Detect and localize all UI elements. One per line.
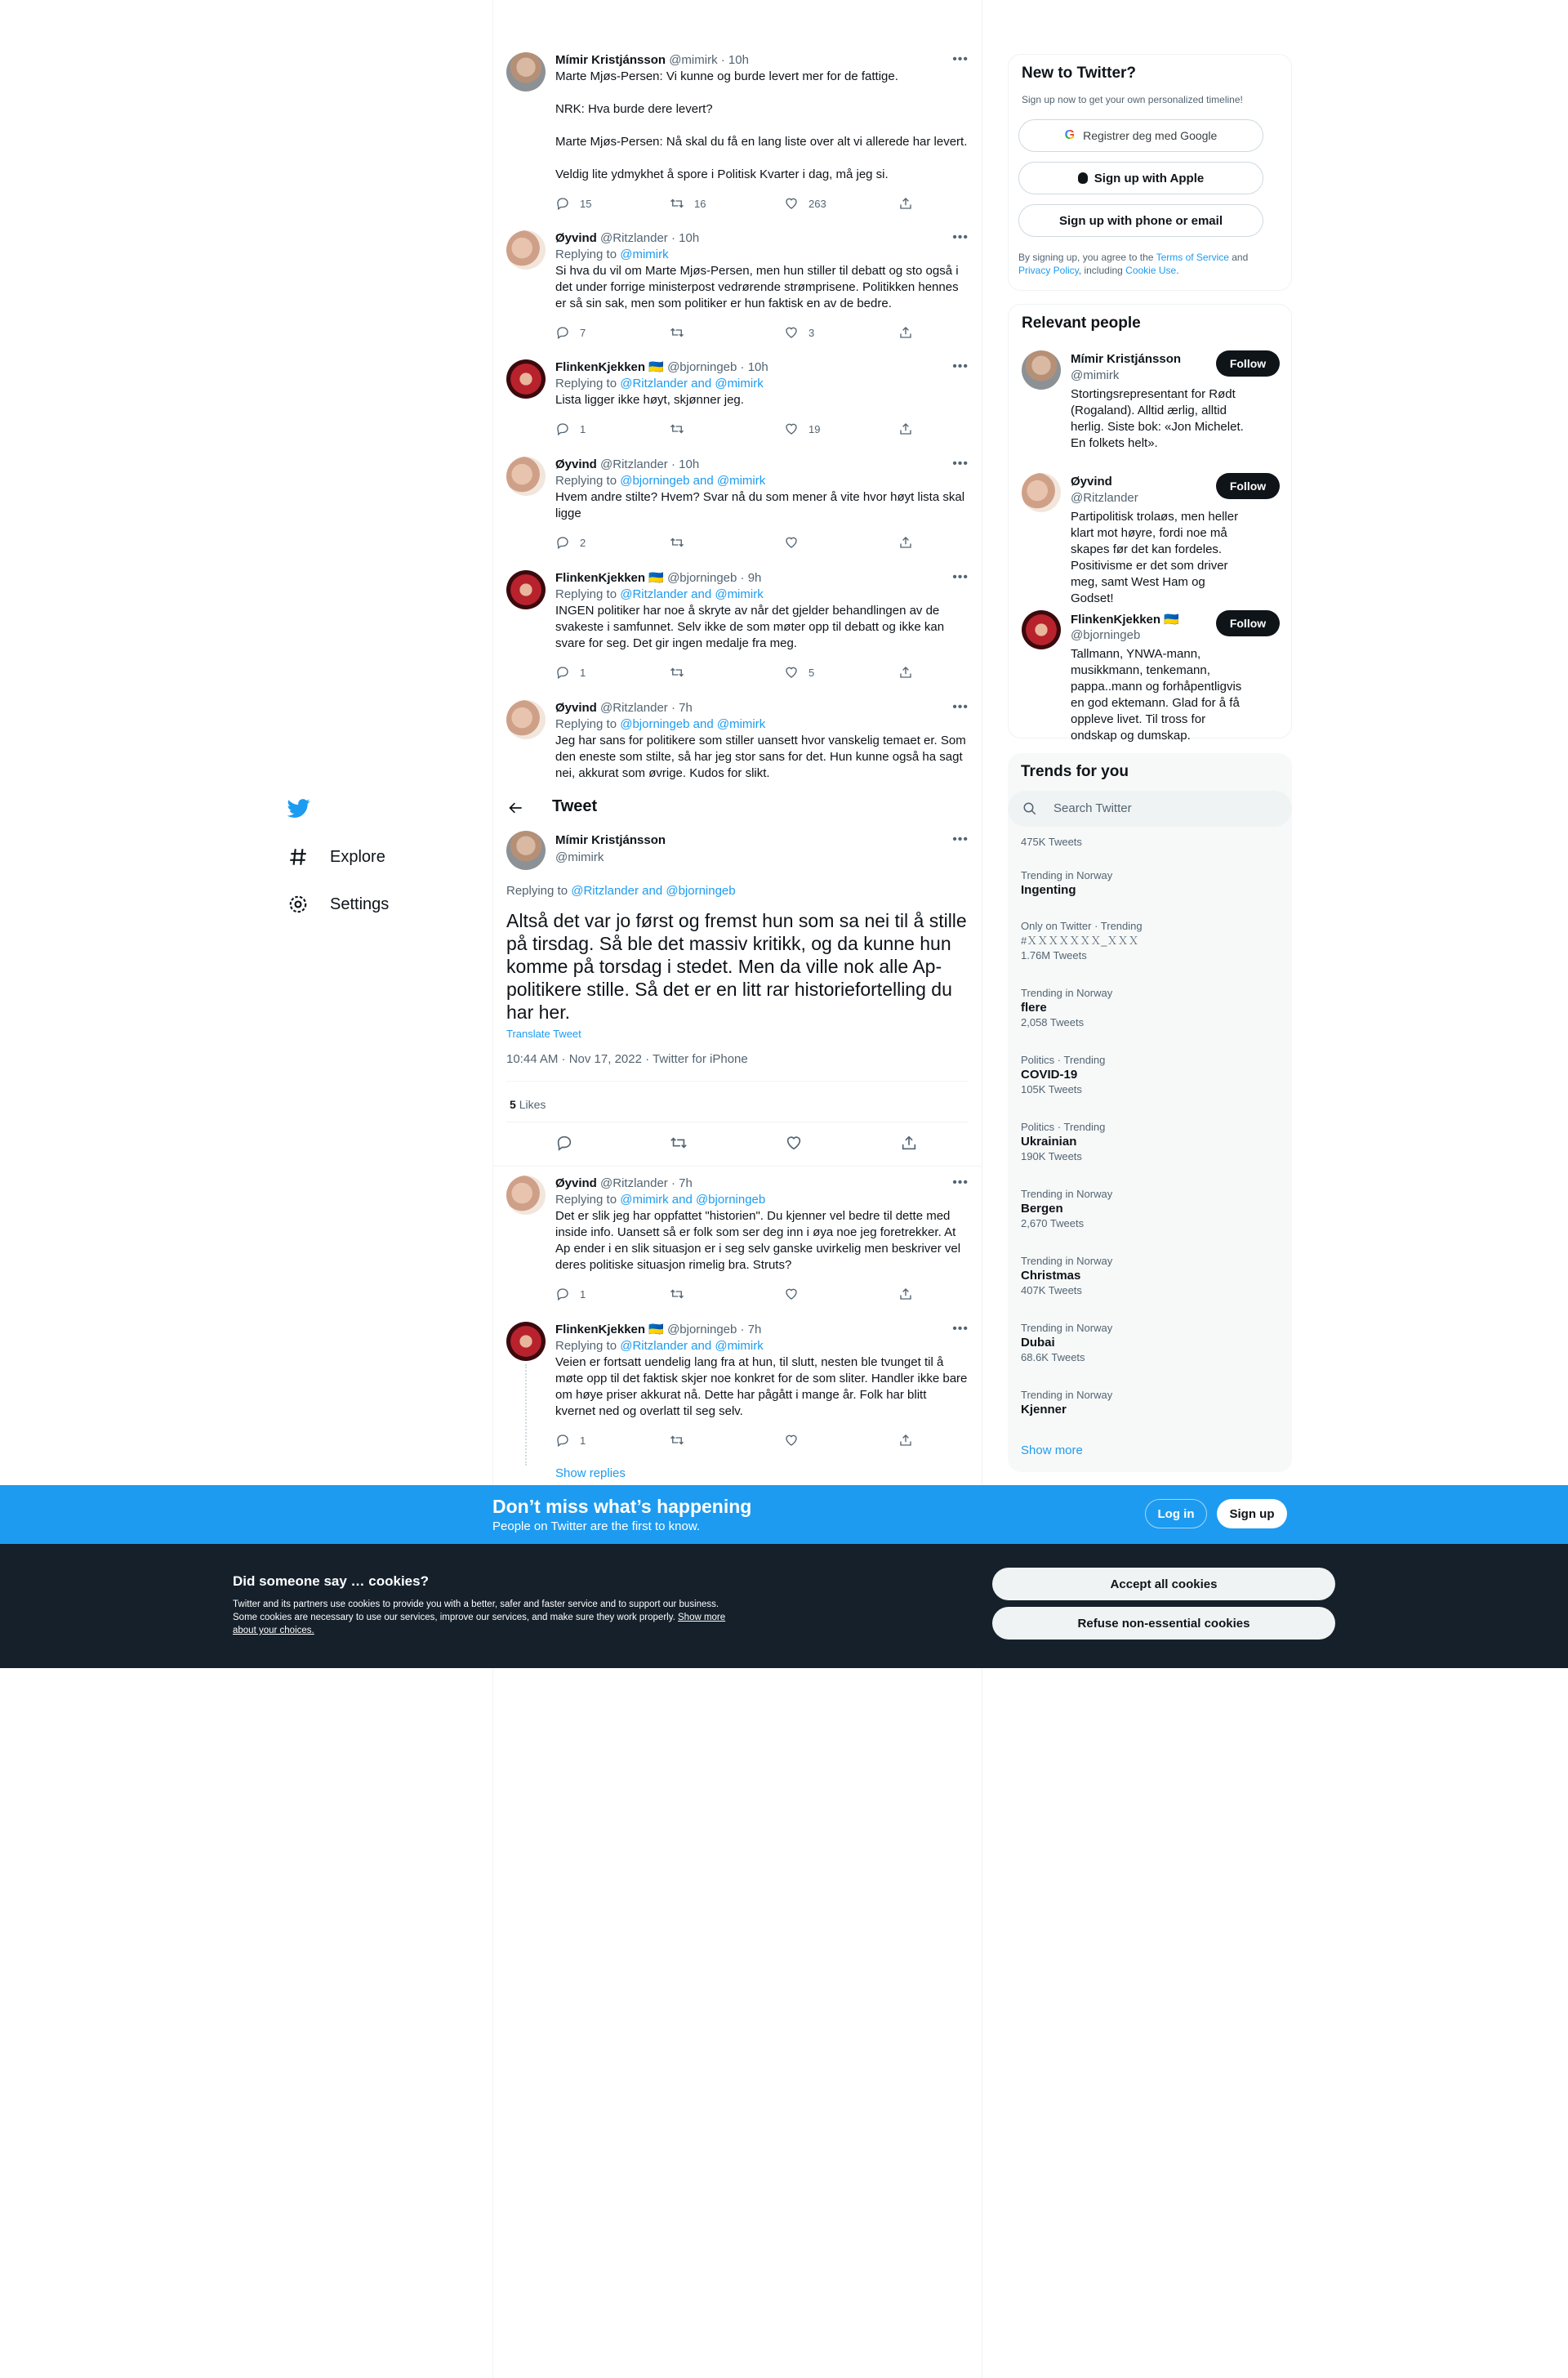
signup-legal: By signing up, you agree to the Terms of Service and Privacy Policy, including Cookie Use.	[1018, 252, 1249, 276]
reply-icon	[555, 422, 570, 436]
author-handle[interactable]: @Ritzlander	[600, 231, 668, 245]
like-button[interactable]: 19	[784, 422, 841, 436]
heart-icon[interactable]	[785, 1134, 803, 1152]
accept-cookies-button[interactable]: Accept all cookies	[992, 1568, 1335, 1600]
author-handle[interactable]: @Ritzlander	[600, 1176, 668, 1190]
author-handle[interactable]: @bjorningeb	[667, 571, 737, 585]
retweet-icon	[670, 196, 684, 211]
mention-link[interactable]: @bjorningeb and @mimirk	[620, 717, 766, 731]
avatar[interactable]	[506, 230, 546, 270]
trend-item[interactable]: Trending in Norway flere 2,058 Tweets	[1021, 987, 1113, 1028]
tweet-text: Hvem andre stilte? Hvem? Svar nå du som mener å vite hvor høyt lista skal ligge	[555, 490, 965, 520]
heart-icon	[784, 1433, 799, 1448]
search-icon	[1022, 801, 1037, 816]
reply-icon	[555, 665, 570, 680]
share-button[interactable]	[898, 325, 915, 340]
divider	[506, 1081, 969, 1082]
heart-icon	[784, 665, 799, 680]
author-name[interactable]: Mímir Kristjánsson	[555, 833, 666, 847]
more-options-icon[interactable]: •••	[952, 457, 969, 471]
author-name[interactable]: Øyvind	[555, 1176, 597, 1190]
reply-button[interactable]: 1	[555, 1287, 612, 1301]
tweet-time[interactable]: · 10h	[740, 360, 768, 374]
retweet-button[interactable]	[670, 665, 727, 680]
more-options-icon[interactable]: •••	[952, 700, 969, 714]
person-item[interactable]	[1009, 350, 1291, 473]
mention-link[interactable]: @Ritzlander and @mimirk	[620, 587, 764, 601]
share-icon	[898, 665, 913, 680]
cookie-consent	[0, 1544, 1568, 1668]
heart-icon	[784, 325, 799, 340]
replying-to: Replying to @Ritzlander and @mimirk	[555, 587, 764, 601]
avatar[interactable]	[506, 831, 546, 870]
reply-icon	[555, 535, 570, 550]
likes-count[interactable]: 5 Likes	[510, 1098, 546, 1111]
person-handle[interactable]: @mimirk	[1071, 368, 1120, 382]
like-button[interactable]: 5	[784, 665, 841, 680]
tweet-text: Si hva du vil om Marte Mjøs-Persen, men hun stiller til debatt og sto også i det under forrige ministerpost vedrørende strømprisene. Politikken hennes er så sin sak, men som politiker er hun faktisk en av de bedre.	[555, 264, 959, 310]
author-name[interactable]: Mímir Kristjánsson	[555, 53, 666, 67]
reply-button[interactable]: 2	[555, 535, 612, 550]
tweet-text: Altså det var jo først og fremst hun som sa nei til å stille på tirsdag. Så ble det massiv kritikk, og da kunne hun komme på torsdag i stedet. Men da ville nok alle Ap-politikere stille. Så det er en litt rar historiefortelling du har her.	[506, 910, 967, 1023]
tweet-actions	[555, 665, 915, 680]
more-options-icon[interactable]: •••	[952, 52, 969, 66]
back-arrow-icon[interactable]	[508, 800, 524, 816]
retweet-icon	[670, 1287, 684, 1301]
divider	[493, 1166, 982, 1167]
trends-title: Trends for you	[1021, 763, 1129, 780]
heart-icon	[784, 422, 799, 436]
retweet-icon	[670, 535, 684, 550]
login-button[interactable]: Log in	[1145, 1499, 1207, 1528]
tweet-text-line: Marte Mjøs-Persen: Nå skal du få en lang liste over alt vi allerede har levert.	[555, 135, 968, 149]
tweet-text-line: NRK: Hva burde dere levert?	[555, 102, 713, 116]
replying-to: Replying to @mimirk and @bjorningeb	[555, 1193, 766, 1207]
author-name[interactable]: Øyvind	[555, 701, 597, 715]
signup-button[interactable]: Sign up	[1217, 1499, 1287, 1528]
apple-icon	[1078, 172, 1088, 184]
tweet-text-line: Veldig lite ydmykhet å spore i Politisk Kvarter i dag, må jeg si.	[555, 167, 889, 181]
thread-tweet[interactable]	[493, 457, 982, 555]
tweet-time[interactable]: · 10h	[670, 231, 700, 245]
mention-link[interactable]: @Ritzlander and @mimirk	[620, 377, 764, 390]
retweet-icon	[670, 665, 684, 680]
thread-tweet[interactable]	[493, 700, 982, 790]
trend-item[interactable]: Trending in Norway Dubai 68.6K Tweets	[1021, 1322, 1113, 1363]
heart-icon	[784, 535, 799, 550]
trends-card	[1008, 753, 1292, 1472]
person-bio: Stortingsrepresentant for Rødt (Rogaland). Alltid ærlig, alltid herlig. Siste bok: «Jon Michelet. En folkets helt».	[1071, 387, 1244, 450]
heart-icon	[784, 196, 799, 211]
like-button[interactable]	[784, 1433, 841, 1448]
gear-icon	[287, 894, 309, 915]
tweet-text: Lista ligger ikke høyt, skjønner jeg.	[555, 393, 744, 407]
google-signup-button[interactable]: G Registrer deg med Google	[1018, 119, 1263, 152]
person-handle[interactable]: @Ritzlander	[1071, 491, 1138, 505]
author-name[interactable]: FlinkenKjekken 🇺🇦	[555, 360, 664, 374]
show-more-link[interactable]: Show more	[1021, 1443, 1083, 1457]
retweet-button[interactable]	[670, 325, 727, 340]
avatar[interactable]	[506, 700, 546, 739]
cookie-title: Did someone say … cookies?	[233, 1573, 429, 1589]
avatar[interactable]	[506, 52, 546, 91]
google-icon: G	[1064, 128, 1076, 142]
mention-link[interactable]: @mimirk and @bjorningeb	[620, 1193, 766, 1207]
tweet-actions	[555, 196, 915, 211]
avatar[interactable]	[506, 1322, 546, 1361]
person-bio: Partipolitisk trolaøs, men heller klart mot høyre, fordi noe må skapes før det kan fordeles. Positivisme er det som driver meg, samt West Ham og Godset!	[1071, 510, 1239, 605]
show-replies-link[interactable]: Show replies	[555, 1466, 626, 1480]
retweet-button[interactable]	[670, 1287, 727, 1301]
thread-tweet[interactable]	[493, 359, 982, 441]
page-title: Tweet	[552, 797, 598, 815]
avatar[interactable]	[506, 1176, 546, 1215]
privacy-link[interactable]: Privacy Policy	[1018, 265, 1079, 276]
login-banner	[0, 1485, 1568, 1544]
author-handle[interactable]: @Ritzlander	[600, 457, 668, 471]
signup-card	[1008, 54, 1292, 291]
replying-to: Replying to @Ritzlander and @bjorningeb	[506, 884, 736, 898]
tweet-text: Det er slik jeg har oppfattet "historien". Du kjenner vel bedre til dette med inside info. Uansett så er folk som ser deg inn i øya noe jeg foretrekker. At Ap ender i en slik situasjon er i seg selv ganske uvirkelig men beskriver vel deres politiske situasjon rimelig bra. Struts?	[555, 1209, 961, 1272]
tweet-time[interactable]: · 10h	[720, 53, 749, 67]
heart-icon	[784, 1287, 799, 1301]
share-icon	[898, 535, 913, 550]
retweet-icon[interactable]	[670, 1134, 688, 1152]
tweet-actions	[555, 325, 915, 340]
tweet-page-header	[493, 786, 982, 829]
share-button[interactable]	[898, 535, 915, 550]
reply-button[interactable]: 1	[555, 422, 612, 436]
trend-item[interactable]: Trending in Norway Christmas 407K Tweets	[1021, 1255, 1113, 1296]
thread-tweet[interactable]	[493, 570, 982, 685]
retweet-icon	[670, 325, 684, 340]
reply-icon	[555, 1433, 570, 1448]
trend-item[interactable]: Politics · Trending COVID-19 105K Tweets	[1021, 1054, 1106, 1095]
person-bio: Tallmann, YNWA-mann, musikkmann, tenkemann, pappa..mann og forhåpentligvis en god ektemann. Glad for å få oppleve livet. Til tross for ondskap og dumskap.	[1071, 647, 1242, 743]
banner-title: Don’t miss what’s happening	[492, 1496, 752, 1517]
reply-tweet[interactable]	[493, 1322, 982, 1452]
tweet-time[interactable]: · 9h	[740, 571, 762, 585]
tweet-actions	[555, 535, 915, 550]
tweet-actions	[555, 422, 915, 436]
share-button[interactable]	[898, 665, 915, 680]
twitter-logo-icon[interactable]	[287, 796, 310, 819]
author-name[interactable]: FlinkenKjekken 🇺🇦	[555, 571, 664, 585]
terms-link[interactable]: Terms of Service	[1156, 252, 1229, 263]
trend-item[interactable]: Only on Twitter · Trending #ＸＸＸＸＸＸＸ_ＸＸＸ 1.76M Tweets	[1021, 920, 1143, 961]
tweet-actions	[555, 1433, 915, 1448]
refuse-cookies-button[interactable]: Refuse non-essential cookies	[992, 1607, 1335, 1640]
nav-settings[interactable]	[287, 894, 389, 915]
tweet-time[interactable]: · 7h	[670, 1176, 693, 1190]
author-name[interactable]: Øyvind	[555, 457, 597, 471]
search-input[interactable]	[1008, 791, 1292, 827]
tweet-text: Veien er fortsatt uendelig lang fra at hun, til slutt, nesten ble tvunget til å møte opp til det faktisk skjer noe konkret for de som sliter. Handler ikke bare om høye priser akkurat nå. Dette har pågått i mange år. Folk har blitt kvernet ned og overlatt til seg selv.	[555, 1355, 968, 1418]
translate-link[interactable]: Translate Tweet	[506, 1028, 581, 1040]
reply-icon[interactable]	[555, 1134, 573, 1152]
like-button[interactable]: 263	[784, 196, 841, 211]
main-tweet	[493, 829, 982, 1122]
avatar[interactable]	[506, 457, 546, 496]
more-options-icon[interactable]: •••	[952, 359, 969, 373]
share-button[interactable]	[898, 422, 915, 436]
nav-settings-label: Settings	[330, 895, 390, 913]
avatar[interactable]	[1022, 610, 1061, 649]
retweet-button[interactable]	[670, 422, 727, 436]
mention-link[interactable]: @mimirk	[620, 248, 669, 261]
cookie-use-link[interactable]: Cookie Use	[1125, 265, 1177, 276]
reply-icon	[555, 1287, 570, 1301]
trend-count: 475K Tweets	[1021, 836, 1082, 848]
reply-button[interactable]: 1	[555, 665, 612, 680]
author-name[interactable]: FlinkenKjekken 🇺🇦	[555, 1323, 664, 1336]
more-options-icon[interactable]: •••	[952, 832, 969, 846]
replying-to: Replying to @bjorningeb and @mimirk	[555, 474, 766, 488]
share-icon	[898, 325, 913, 340]
apple-signup-button[interactable]: Sign up with Apple	[1018, 162, 1263, 194]
cookie-body: Twitter and its partners use cookies to provide you with a better, safer and faster service and to support our business. Some cookies are necessary to use our services, improve our services, and make sure they work properly. Show more about your choices.	[233, 1599, 726, 1635]
share-button[interactable]	[898, 196, 915, 211]
search-placeholder: Search Twitter	[1054, 801, 1132, 815]
signup-title: New to Twitter?	[1022, 65, 1137, 82]
trend-item[interactable]: Politics · Trending Ukrainian 190K Tweets	[1021, 1121, 1106, 1162]
trend-item[interactable]: Trending in Norway Bergen 2,670 Tweets	[1021, 1188, 1113, 1229]
replying-to: Replying to @Ritzlander and @mimirk	[555, 377, 764, 390]
nav-explore[interactable]	[287, 846, 385, 868]
avatar[interactable]	[1022, 473, 1061, 512]
tweet-time[interactable]: · 7h	[740, 1323, 762, 1336]
share-icon	[898, 1433, 913, 1448]
thread-connector	[525, 1364, 527, 1466]
nav-explore-label: Explore	[330, 847, 385, 866]
main-tweet-actions	[493, 1122, 982, 1165]
share-button[interactable]	[898, 1433, 915, 1448]
person-name[interactable]: Øyvind	[1071, 475, 1112, 489]
share-icon[interactable]	[900, 1134, 918, 1152]
tweet-timestamp[interactable]: 10:44 AM · Nov 17, 2022 · Twitter for iPhone	[506, 1052, 748, 1066]
author-handle[interactable]: @Ritzlander	[600, 701, 668, 715]
author-handle[interactable]: @mimirk	[555, 850, 604, 864]
tweet-actions	[555, 1287, 915, 1301]
phone-email-signup-button[interactable]: Sign up with phone or email	[1018, 204, 1263, 237]
avatar[interactable]	[506, 570, 546, 609]
relevant-people-card	[1008, 304, 1292, 743]
avatar[interactable]	[1022, 350, 1061, 390]
reply-button[interactable]: 15	[555, 196, 612, 211]
tweet-time[interactable]: · 10h	[670, 457, 700, 471]
follow-button[interactable]: Follow	[1216, 610, 1280, 636]
retweet-button[interactable]	[670, 1433, 727, 1448]
replying-to: Replying to @bjorningeb and @mimirk	[555, 717, 766, 731]
thread-tweet[interactable]	[493, 230, 982, 345]
share-icon	[898, 196, 913, 211]
more-options-icon[interactable]: •••	[952, 1322, 969, 1336]
like-button[interactable]	[784, 535, 841, 550]
reply-button[interactable]: 7	[555, 325, 612, 340]
tweet-time[interactable]: · 7h	[670, 701, 693, 715]
more-options-icon[interactable]: •••	[952, 570, 969, 584]
mention-link[interactable]: @Ritzlander and @mimirk	[620, 1339, 764, 1353]
thread-tweet[interactable]	[493, 52, 982, 216]
author-handle[interactable]: @mimirk	[669, 53, 718, 67]
retweet-button[interactable]: 16	[670, 196, 727, 211]
follow-button[interactable]: Follow	[1216, 350, 1280, 377]
person-name[interactable]: Mímir Kristjánsson	[1071, 352, 1182, 366]
signup-subtitle: Sign up now to get your own personalized timeline!	[1022, 94, 1243, 105]
share-icon	[898, 422, 913, 436]
mention-link[interactable]: @Ritzlander and @bjorningeb	[571, 884, 736, 898]
follow-button[interactable]: Follow	[1216, 473, 1280, 499]
like-button[interactable]	[784, 1287, 841, 1301]
replying-to: Replying to @Ritzlander and @mimirk	[555, 1339, 764, 1353]
person-item[interactable]	[1009, 473, 1291, 604]
trend-item[interactable]: Trending in Norway Ingenting	[1021, 869, 1113, 897]
retweet-icon	[670, 1433, 684, 1448]
like-button[interactable]: 3	[784, 325, 841, 340]
retweet-button[interactable]	[670, 535, 727, 550]
replying-to: Replying to @mimirk	[555, 248, 669, 261]
person-handle[interactable]: @bjorningeb	[1071, 628, 1141, 642]
tweet-text-line: Marte Mjøs-Persen: Vi kunne og burde levert mer for de fattige.	[555, 69, 898, 83]
author-handle[interactable]: @bjorningeb	[667, 1323, 737, 1336]
more-options-icon[interactable]: •••	[952, 230, 969, 244]
reply-tweet[interactable]	[493, 1176, 982, 1306]
hashtag-icon	[287, 846, 309, 868]
author-handle[interactable]: @bjorningeb	[667, 360, 737, 374]
trend-item[interactable]: Trending in Norway Kjenner	[1021, 1389, 1113, 1417]
cookie-choices-link[interactable]: Show more about your choices.	[233, 1613, 726, 1635]
avatar[interactable]	[506, 359, 546, 399]
person-item[interactable]	[1009, 610, 1291, 743]
author-name[interactable]: Øyvind	[555, 231, 597, 245]
tweet-text: Jeg har sans for politikere som stiller uansett hvor vanskelig temaet er. Som den eneste som stilte, så har jeg stor sans for det. Hun kunne også ha sagt nei, akkurat som øvrige. Kudos for slikt.	[555, 734, 966, 780]
tweet-text: INGEN politiker har noe å skryte av når det gjelder behandlingen av de svakeste i samfunnet. Selv ikke de som møter opp til debatt og ikke kan svare for seg. Det gir ingen medalje fra meg.	[555, 604, 945, 650]
banner-subtitle: People on Twitter are the first to know.	[492, 1519, 701, 1533]
relevant-people-title: Relevant people	[1022, 315, 1141, 332]
person-name[interactable]: FlinkenKjekken 🇺🇦	[1071, 613, 1179, 627]
mention-link[interactable]: @bjorningeb and @mimirk	[620, 474, 766, 488]
reply-button[interactable]: 1	[555, 1433, 612, 1448]
share-icon	[898, 1287, 913, 1301]
more-options-icon[interactable]: •••	[952, 1176, 969, 1189]
reply-icon	[555, 325, 570, 340]
reply-icon	[555, 196, 570, 211]
share-button[interactable]	[898, 1287, 915, 1301]
retweet-icon	[670, 422, 684, 436]
